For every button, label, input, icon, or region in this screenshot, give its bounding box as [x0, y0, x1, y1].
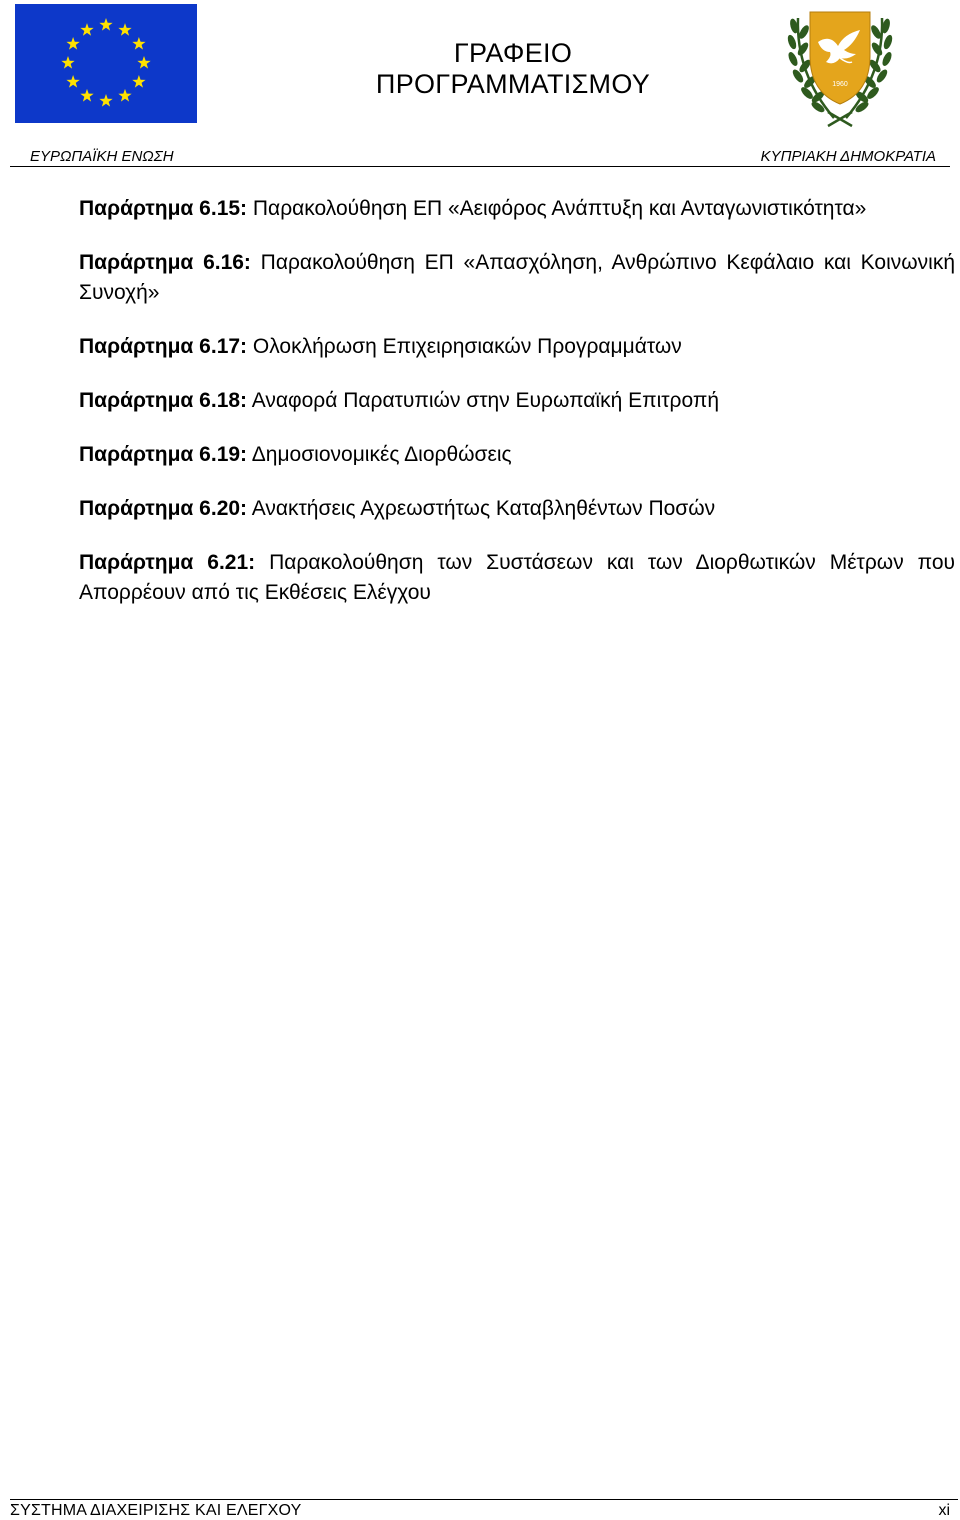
- cyprus-emblem-logo: [778, 4, 902, 128]
- annex-entry: [79, 194, 955, 224]
- annex-title: Ολοκλήρωση Επιχειρησιακών Προγραμμάτων: [252, 335, 682, 358]
- office-title-line1: ΓΡΑΦΕΙΟ: [453, 38, 573, 68]
- annex-entry: [79, 386, 955, 416]
- annex-entry: [79, 494, 955, 524]
- annex-list: [79, 194, 955, 632]
- annex-number: Παράρτημα 6.18:: [79, 389, 248, 412]
- office-title-line2: ΠΡΟΓΡΑΜΜΑΤΙΣΜΟΥ: [375, 69, 651, 99]
- annex-title: Παρακολούθηση των Συστάσεων και των Διορθωτικών Μέτρων που Απορρέουν από τις Εκθέσεις Ελέγχου: [79, 551, 955, 604]
- header-left-label: ΕΥΡΩΠΑΪΚΗ ΕΝΩΣΗ: [30, 148, 174, 165]
- footer-divider: [10, 1499, 958, 1500]
- annex-number: Παράρτημα 6.19:: [79, 443, 248, 466]
- annex-number: Παράρτημα 6.15:: [79, 197, 248, 220]
- annex-title: Παρακολούθηση ΕΠ «Απασχόληση, Ανθρώπινο Κεφάλαιο και Κοινωνική Συνοχή»: [79, 251, 956, 304]
- annex-title: Δημοσιονομικές Διορθώσεις: [251, 443, 512, 466]
- annex-entry: [79, 332, 955, 362]
- annex-entry: [79, 440, 955, 470]
- annex-title: Παρακολούθηση ΕΠ «Αειφόρος Ανάπτυξη και Ανταγωνιστικότητα»: [252, 197, 867, 220]
- annex-number: Παράρτημα 6.21:: [79, 551, 256, 574]
- emblem-year: 1960: [832, 81, 848, 88]
- header-divider: [10, 166, 950, 167]
- annex-entry: [79, 548, 955, 608]
- annex-entry: [79, 248, 955, 308]
- office-title: [340, 38, 686, 100]
- header-right-label: ΚΥΠΡΙΑΚΗ ΔΗΜΟΚΡΑΤΙΑ: [760, 148, 936, 165]
- page-number: xi: [938, 1502, 950, 1519]
- annex-number: Παράρτημα 6.20:: [79, 497, 248, 520]
- annex-number: Παράρτημα 6.16:: [79, 251, 251, 274]
- annex-number: Παράρτημα 6.17:: [79, 335, 248, 358]
- annex-title: Αναφορά Παρατυπιών στην Ευρωπαϊκή Επιτροπή: [251, 389, 720, 412]
- footer-title: ΣΥΣΤΗΜΑ ΔΙΑΧΕΙΡΙΣΗΣ ΚΑΙ ΕΛΕΓΧΟΥ: [10, 1502, 302, 1519]
- eu-flag-logo: [15, 4, 197, 123]
- annex-title: Ανακτήσεις Αχρεωστήτως Καταβληθέντων Ποσών: [251, 497, 716, 520]
